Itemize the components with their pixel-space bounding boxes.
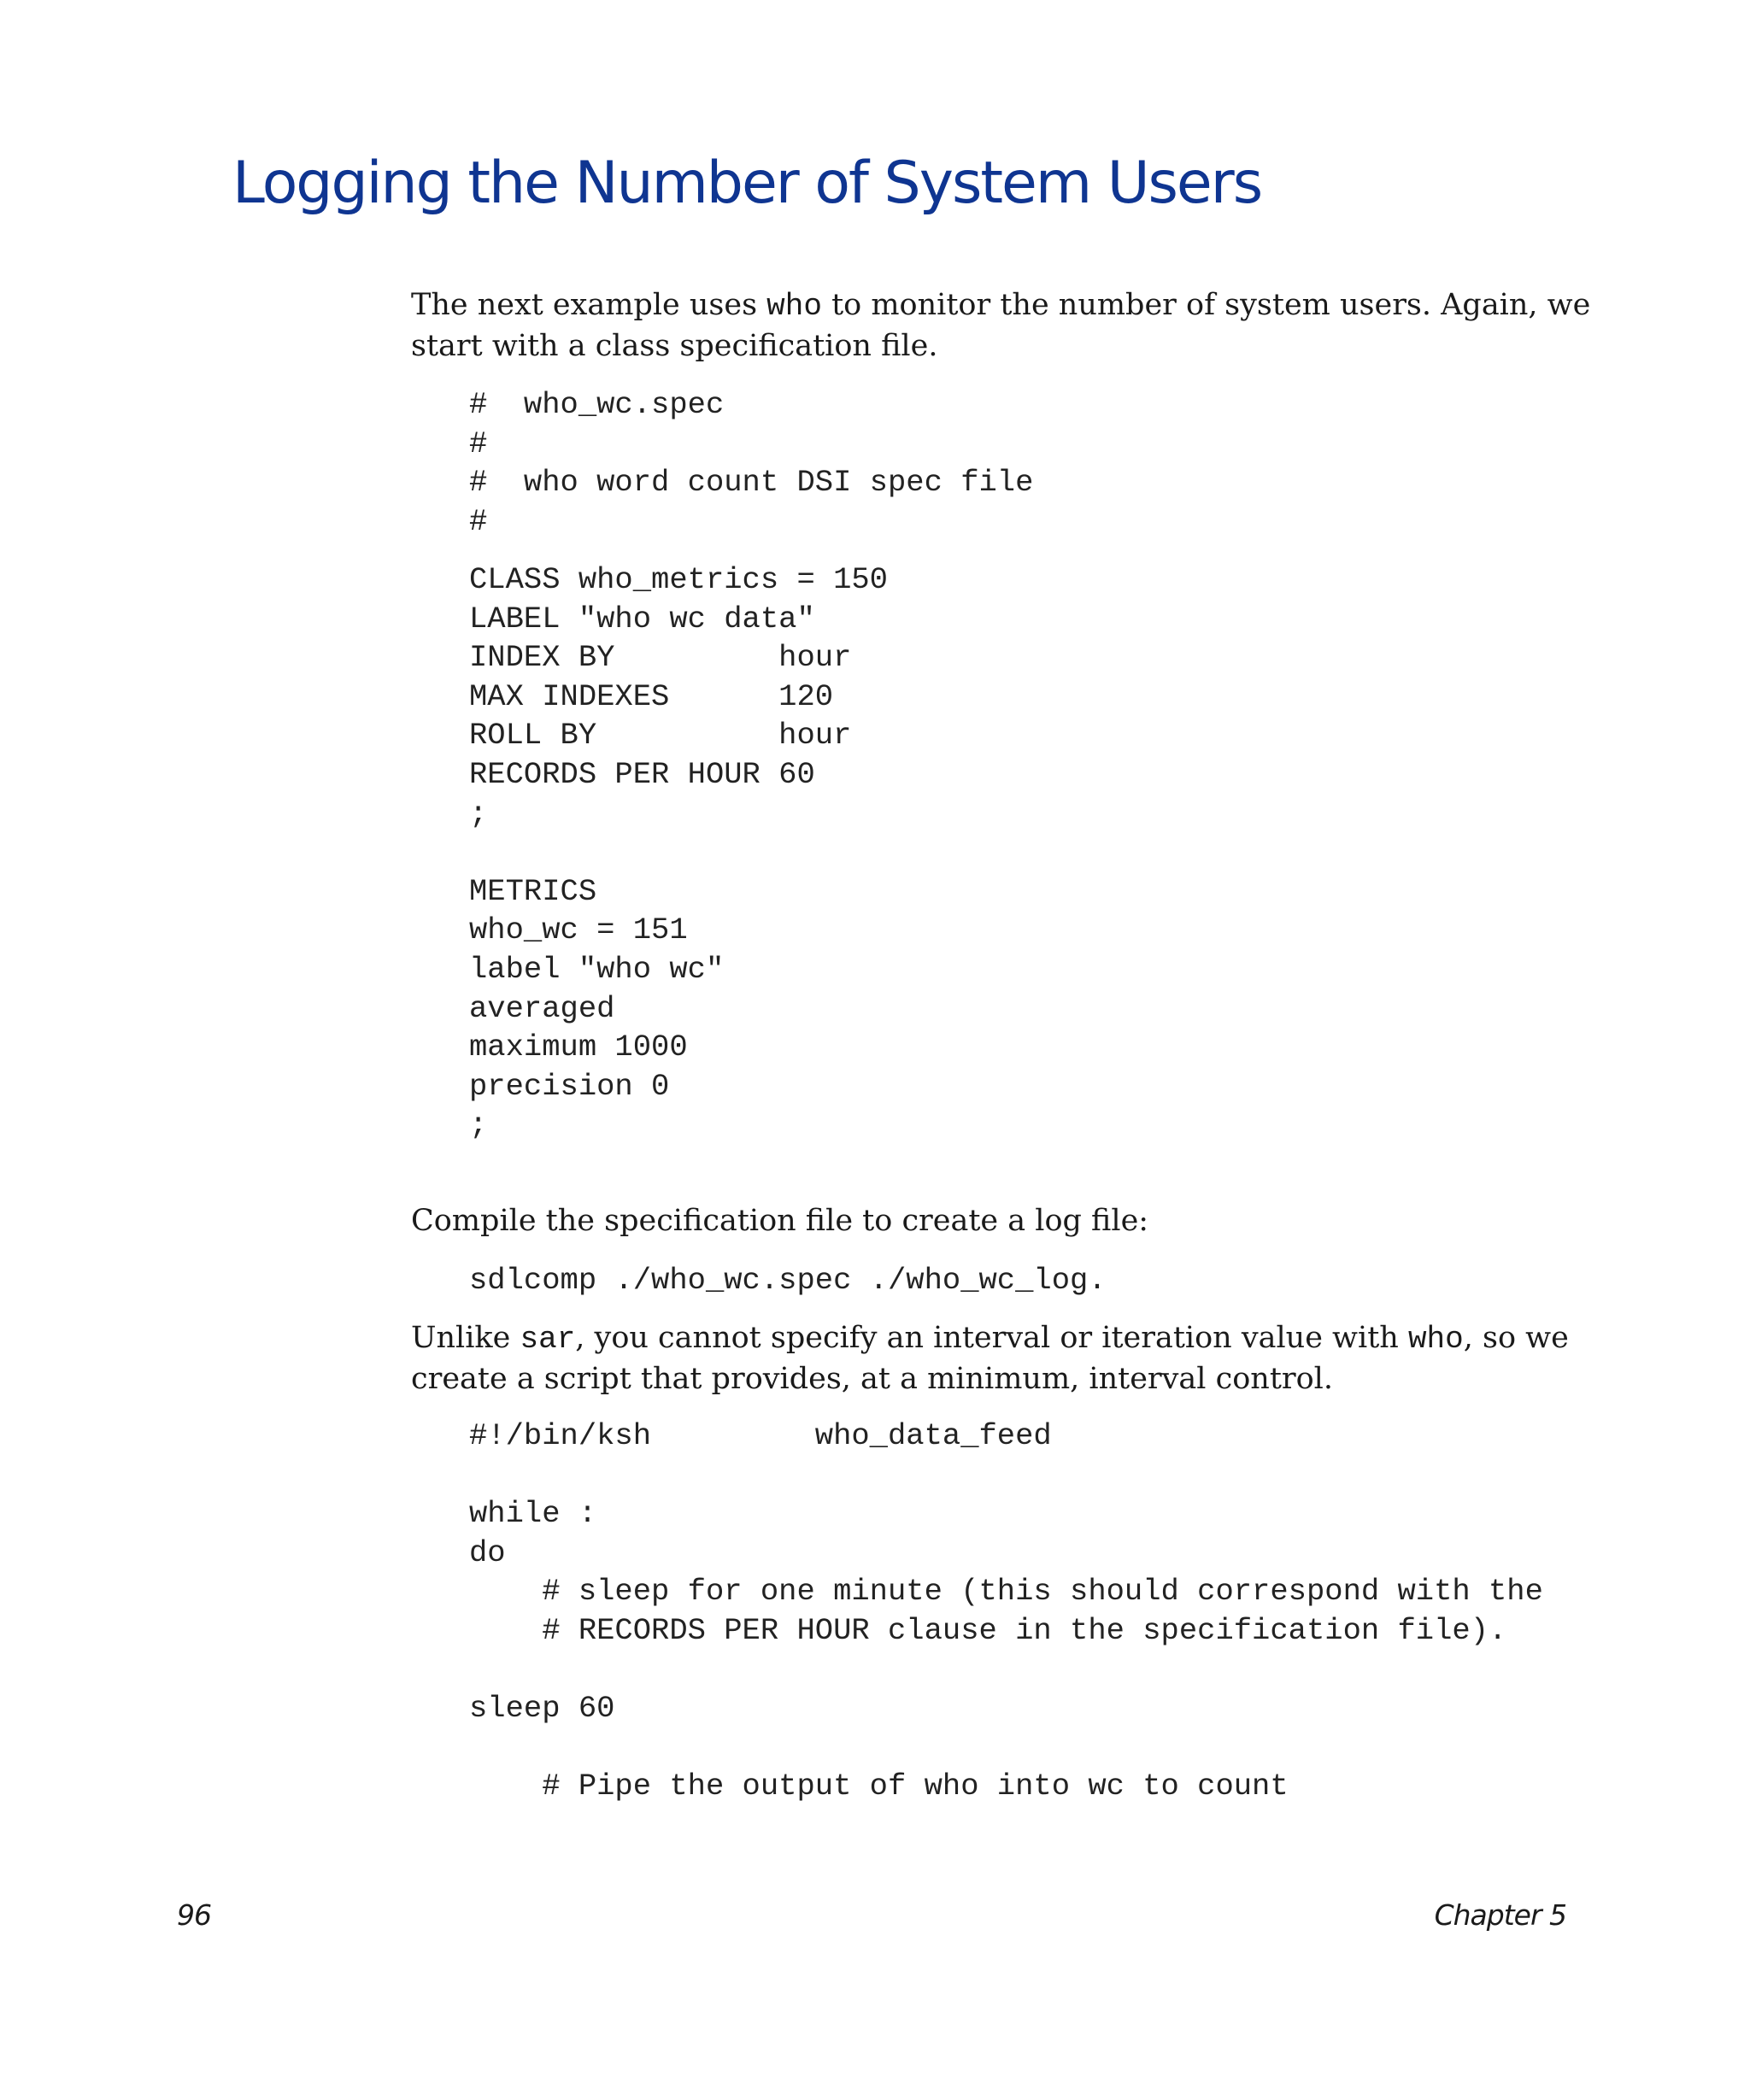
code-line: RECORDS PER HOUR 60 [469, 756, 815, 792]
code-line [469, 1728, 1543, 1768]
unlike-line-2: create a script that provides, at a minimum, interval control. [411, 1362, 1334, 1396]
code-line: MAX INDEXES 120 [469, 678, 834, 714]
spec-class-metrics-block [469, 560, 888, 1145]
code-line [469, 833, 888, 872]
code-line: # RECORDS PER HOUR clause in the specification file). [469, 1612, 1507, 1648]
unlike-text-b: , you cannot specify an interval or iteration value with [575, 1321, 1408, 1355]
footer-page-number: 96 [177, 1898, 211, 1932]
inline-code-who: who [766, 289, 822, 324]
inline-code-sar: sar [520, 1322, 576, 1357]
footer-chapter-label: Chapter 5 [1434, 1898, 1566, 1932]
code-line: ; [469, 795, 488, 831]
inline-code-who: who [1407, 1322, 1464, 1357]
page-title: Logging the Number of System Users [232, 150, 1262, 217]
code-line: # who word count DSI spec file [469, 465, 1034, 501]
code-line: # who_wc.spec [469, 387, 725, 422]
code-line [469, 1651, 1543, 1690]
spec-header-comment-block [469, 385, 1033, 541]
code-line: LABEL "who wc data" [469, 601, 815, 636]
code-line: maximum 1000 [469, 1029, 688, 1065]
code-line: while : [469, 1496, 597, 1532]
compile-command-block [469, 1261, 1107, 1300]
unlike-line-1 [411, 1318, 1573, 1359]
code-line [469, 1456, 1543, 1495]
unlike-text-a: Unlike [411, 1321, 520, 1355]
intro-text-b: to monitor the number of system users. Again, we [821, 288, 1591, 322]
code-line: sdlcomp ./who_wc.spec ./who_wc_log. [469, 1263, 1107, 1298]
code-line: METRICS [469, 873, 597, 909]
compile-line: Compile the specification file to create a log file: [411, 1204, 1149, 1238]
unlike-sar-paragraph [411, 1318, 1573, 1399]
code-line: # sleep for one minute (this should correspond with the [469, 1574, 1543, 1610]
code-line: ; [469, 1107, 488, 1143]
code-line: label "who wc" [469, 951, 725, 987]
intro-text-a: The next example uses [411, 288, 767, 322]
code-line: #!/bin/ksh who_data_feed [469, 1418, 1052, 1453]
code-line: # [469, 503, 488, 539]
code-line: do [469, 1534, 506, 1570]
intro-line-1 [411, 285, 1591, 326]
compile-paragraph [411, 1201, 1573, 1241]
code-line: sleep 60 [469, 1691, 615, 1727]
code-line: INDEX BY hour [469, 640, 852, 676]
code-line: precision 0 [469, 1068, 670, 1104]
intro-line-2: start with a class specification file. [411, 329, 938, 363]
code-line: who_wc = 151 [469, 912, 688, 948]
code-line: averaged [469, 990, 615, 1026]
code-line: CLASS who_metrics = 150 [469, 562, 888, 597]
code-line: ROLL BY hour [469, 718, 852, 754]
ksh-script-block [469, 1417, 1543, 1806]
unlike-text-c: , so we [1463, 1321, 1569, 1355]
code-line: # [469, 425, 488, 461]
intro-paragraph [411, 285, 1591, 366]
code-line: # Pipe the output of who into wc to count [469, 1769, 1289, 1804]
